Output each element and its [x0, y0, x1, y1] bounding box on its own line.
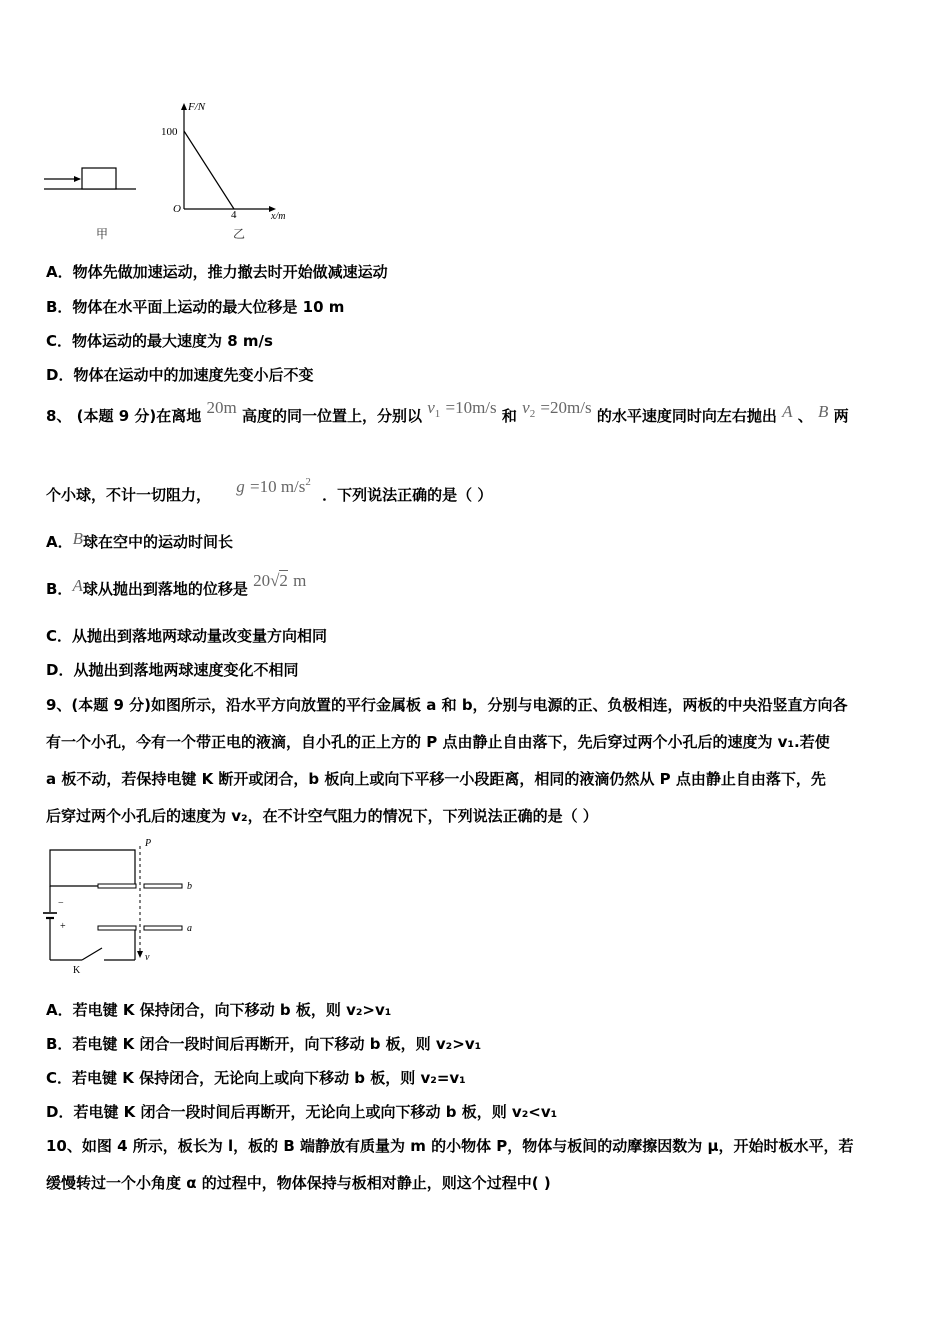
q8-text3: 两 — [833, 407, 849, 425]
q8-option-a-text: 球在空中的运动时间长 — [83, 533, 234, 551]
drop-arrow-icon — [137, 951, 143, 958]
fig-label-v: v — [145, 952, 150, 963]
q8-ball-b: B — [817, 402, 829, 421]
fig-yi-label: 乙 — [233, 227, 246, 241]
q8-option-b-radicand: 2 — [279, 571, 288, 590]
q7-option-d: D．物体在运动中的加速度先变小后不变 — [46, 366, 314, 384]
q8-prefix: 8、 (本题 9 分)在离地 — [46, 407, 202, 425]
q8-v2-value: =20m/s — [540, 398, 592, 417]
q8-separator: 、 — [797, 407, 813, 425]
q8-v1-symbol: v — [427, 398, 435, 417]
q8-height: 20m — [206, 398, 237, 417]
q9-stem-line4: 后穿过两个小孔后的速度为 v₂，在不计空气阻力的情况下，下列说法正确的是（ ） — [46, 807, 598, 825]
origin-label: O — [173, 203, 181, 215]
q8-g-exponent: 2 — [305, 476, 311, 488]
q8-text1: 高度的同一位置上，分别以 — [241, 407, 422, 425]
q8-v2-sub: 2 — [529, 408, 536, 420]
y-tick-label: 100 — [161, 126, 178, 138]
switch-k-icon — [82, 948, 102, 960]
q8-option-b-text: 球从抛出到落地的位移是 — [82, 580, 248, 598]
q8-option-a-prefix: A． — [46, 533, 73, 551]
force-line — [184, 131, 234, 209]
q8-line2-a: 个小球，不计一切阻力， — [46, 486, 212, 504]
q8-option-b-number: 20 — [253, 571, 271, 590]
y-axis-label: F/N — [188, 101, 206, 113]
q8-v2-symbol: v — [522, 398, 530, 417]
q10-stem-line1: 10、如图 4 所示，板长为 l，板的 B 端静放有质量为 m 的小物体 P，物体与板间的动摩擦因数为 μ，开始时板水平，若 — [46, 1137, 854, 1155]
q7-figure — [40, 95, 310, 245]
q8-line2-b: ．下列说法正确的是（ ） — [322, 486, 493, 504]
fig-label-plus: + — [60, 921, 66, 932]
q9-option-b: B．若电键 K 闭合一段时间后再断开，向下移动 b 板，则 v₂>v₁ — [46, 1035, 482, 1053]
q8-g-value: =10 m/s — [249, 477, 306, 496]
fig-label-a: a — [187, 923, 192, 934]
q8-v1-value: =10m/s — [445, 398, 497, 417]
q9-circuit-figure — [40, 838, 200, 978]
q8-ball-a: A — [782, 402, 793, 421]
fig-label-minus: − — [58, 898, 64, 909]
q7-option-c: C．物体运动的最大速度为 8 m/s — [46, 332, 273, 350]
q8-option-b-unit: m — [293, 571, 307, 590]
sqrt-sign-icon: √ — [270, 571, 280, 590]
q8-option-a-symbol: B — [72, 529, 83, 548]
fig-jia-block-diagram — [44, 168, 136, 189]
q9-stem-line2: 有一个小孔，今有一个带正电的液滴，自小孔的正上方的 P 点由静止自由落下，先后穿过两个小孔后的速度为 v₁.若使 — [46, 733, 830, 751]
q7-option-b: B．物体在水平面上运动的最大位移是 10 m — [46, 298, 345, 316]
q9-stem-line1: 9、(本题 9 分)如图所示，沿水平方向放置的平行金属板 a 和 b，分别与电源的正、负极相连，两板的中央沿竖直方向各 — [46, 696, 848, 714]
q8-option-b-prefix: B． — [46, 580, 73, 598]
plate-a — [98, 926, 136, 930]
q8-option-d: D．从抛出到落地两球速度变化不相同 — [46, 661, 299, 679]
q8-option-b-symbol: A — [72, 576, 83, 595]
fig-label-b: b — [187, 881, 192, 892]
fig-label-p: P — [145, 838, 152, 849]
battery-icon — [43, 913, 57, 918]
q8-stem-line2 — [46, 476, 493, 505]
q9-option-a: A．若电键 K 保持闭合，向下移动 b 板，则 v₂>v₁ — [46, 1001, 392, 1019]
q9-stem-line3: a 板不动，若保持电键 K 断开或闭合，b 板向上或向下平移一小段距离，相同的液滴仍然从 P 点由静止自由落下，先 — [46, 770, 826, 788]
q8-stem-line1 — [46, 398, 849, 426]
q9-option-d: D．若电键 K 闭合一段时间后再断开，无论向上或向下移动 b 板，则 v₂<v₁ — [46, 1103, 558, 1121]
q8-option-a — [46, 531, 233, 552]
plate-b — [98, 884, 136, 888]
x-axis-label: x/m — [271, 211, 286, 222]
q9-option-c: C．若电键 K 保持闭合，无论向上或向下移动 b 板，则 v₂=v₁ — [46, 1069, 466, 1087]
fig-jia-label: 甲 — [96, 227, 109, 241]
q8-option-b — [46, 571, 307, 599]
q8-v1-sub: 1 — [434, 408, 441, 420]
q10-stem-line2: 缓慢转过一个小角度 α 的过程中，物体保持与板相对静止，则这个过程中( ) — [46, 1174, 551, 1192]
x-tick-label: 4 — [231, 209, 237, 221]
q7-option-a: A．物体先做加速运动，推力撤去时开始做减速运动 — [46, 263, 388, 281]
q8-option-c: C．从抛出到落地两球动量改变量方向相同 — [46, 627, 328, 645]
q8-text2: 的水平速度同时向左右抛出 — [596, 407, 777, 425]
fig-yi-graph — [181, 103, 276, 212]
q8-g-symbol: g — [236, 477, 245, 496]
q8-and: 和 — [501, 407, 517, 425]
fig-label-k: K — [73, 965, 81, 976]
